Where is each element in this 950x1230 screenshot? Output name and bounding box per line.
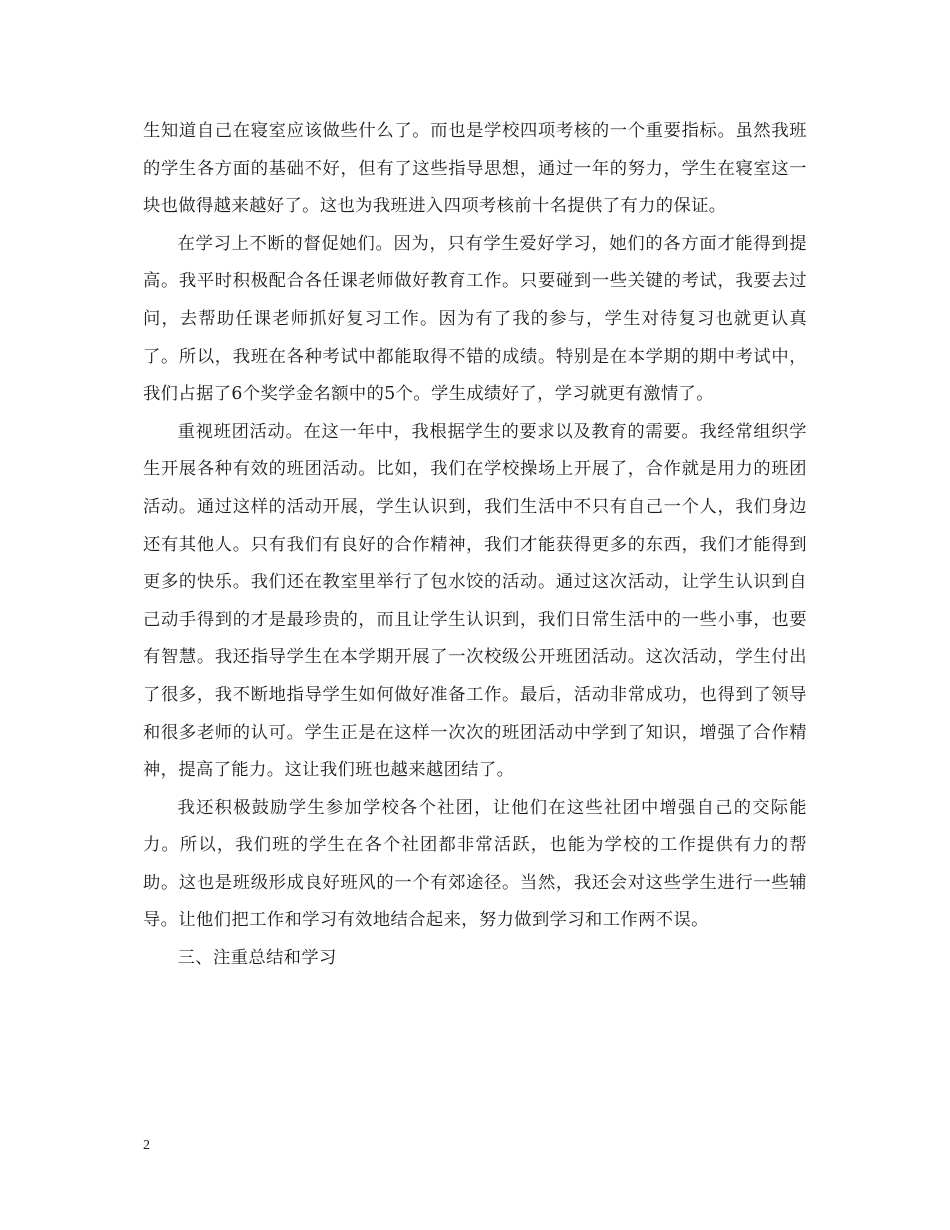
paragraph-clubs: 我还积极鼓励学生参加学校各个社团，让他们在这些社团中增强自己的交际能力。所以，我们班的学生在各个社团都非常活跃，也能为学校的工作提供有力的帮助。这也是班级形成良好班风的一个有郊途径。当然，我还会对这些学生进行一些辅导。让他们把工作和学习有效地结合起来，努力做到学习和工作两不误。 xyxy=(143,797,807,931)
paragraph-study-supervision: 在学习上不断的督促她们。因为，只有学生爱好学习，她们的各方面才能得到提高。我平时积极配合各任课老师做好教育工作。只要碰到一些关键的考试，我要去过问，去帮助任课老师抓好复习工作。因为有了我的参与，学生对待复习也就更认真了。所以，我班在各种考试中都能取得不错的成绩。特别是在本学期的期中考试中，我们占据了6个奖学金名额中的5个。学生成绩好了，学习就更有激情了。 xyxy=(143,233,807,405)
page-number: 2 xyxy=(143,1138,150,1153)
section-heading-summary-learning: 三、注重总结和学习 xyxy=(177,948,337,969)
body-text xyxy=(143,113,807,978)
paragraph-dorm-continuation: 生知道自己在寝室应该做些什么了。而也是学校四项考核的一个重要指标。虽然我班的学生各方面的基础不好，但有了这些指导思想，通过一年的努力，学生在寝室这一块也做得越来越好了。这也为我班进入四项考核前十名提供了有力的保证。 xyxy=(143,121,807,217)
paragraph-class-activities: 重视班团活动。在这一年中，我根据学生的要求以及教育的需要。我经常组织学生开展各种有效的班团活动。比如，我们在学校操场上开展了，合作就是用力的班团活动。通过这样的活动开展，学生认识到，我们生活中不只有自己一个人，我们身边还有其他人。只有我们有良好的合作精神，我们才能获得更多的东西，我们才能得到更多的快乐。我们还在教室里举行了包水饺的活动。通过这次活动，让学生认识到自己动手得到的才是最珍贵的，而且让学生认识到，我们日常生活中的一些小事，也要有智慧。我还指导学生在本学期开展了一次校级公开班团活动。这次活动，学生付出了很多，我不断地指导学生如何做好准备工作。最后，活动非常成功，也得到了领导和很多老师的认可。学生正是在这样一次次的班团活动中学到了知识，增强了合作精神，提高了能力。这让我们班也越来越团结了。 xyxy=(143,421,807,781)
